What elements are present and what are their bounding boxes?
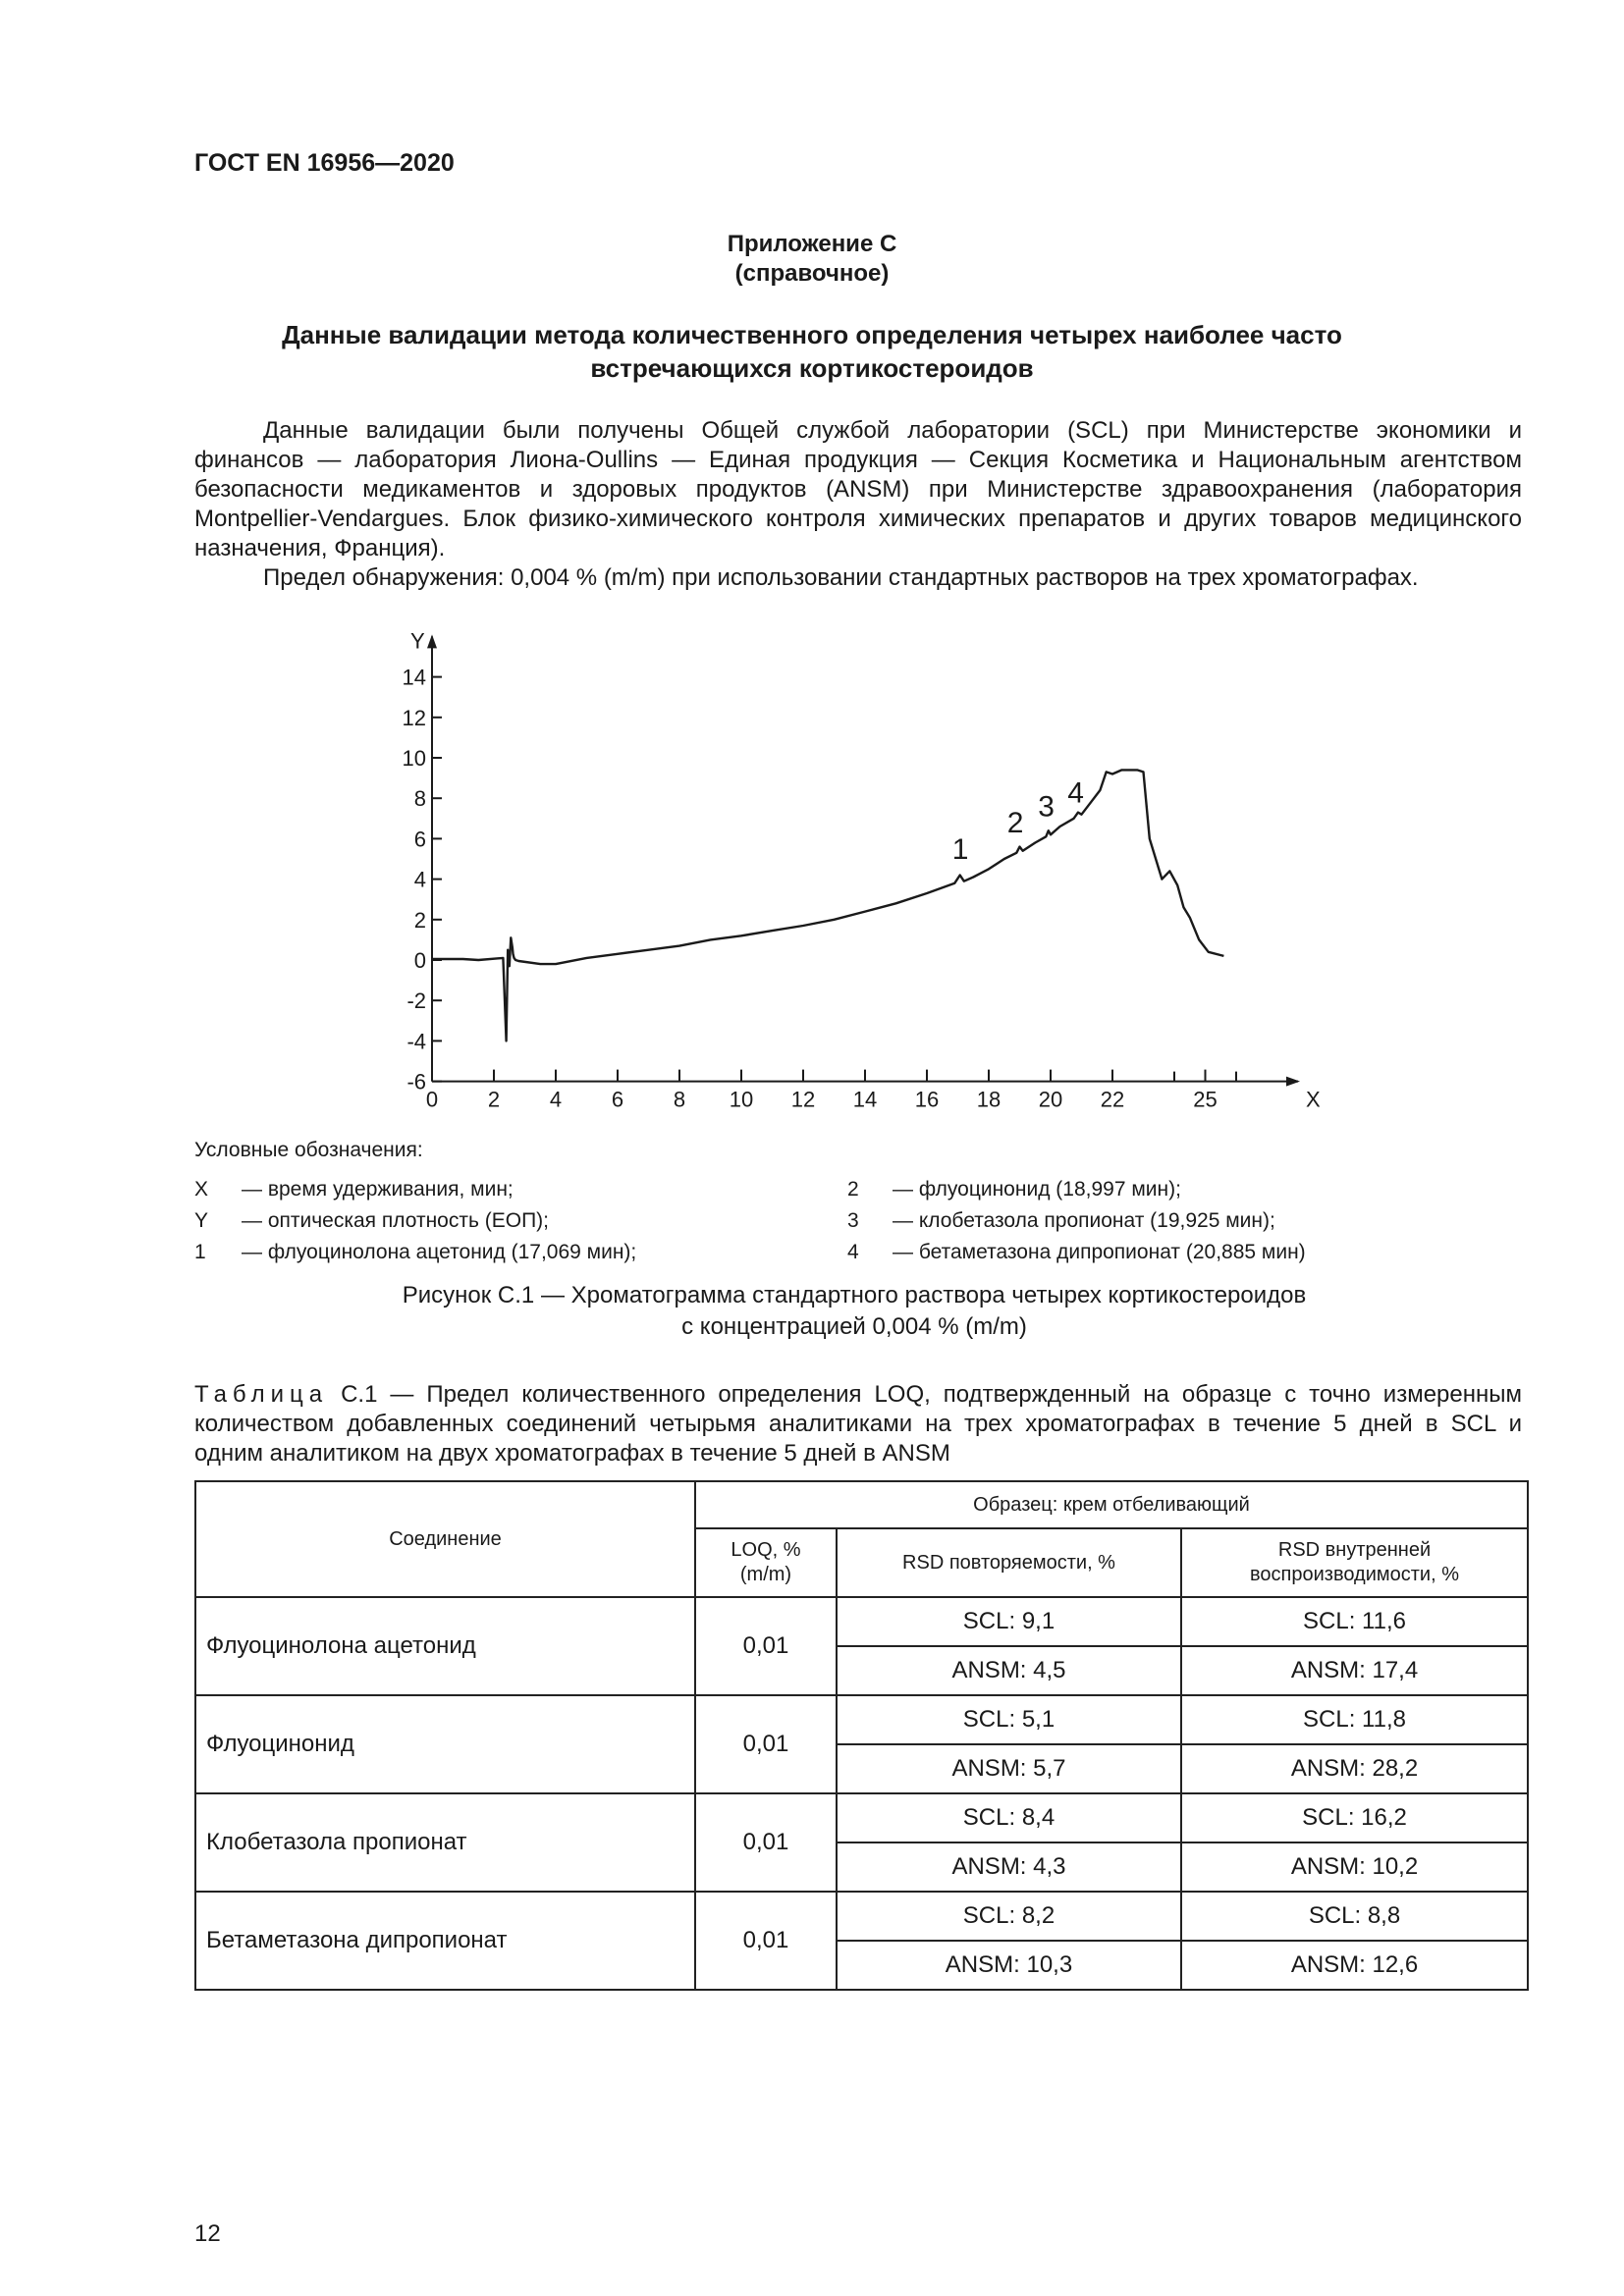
peak-label: 4 [1067, 776, 1084, 810]
sample-header: Образец: крем отбеливающий [695, 1481, 1528, 1528]
legend-key: 1 [194, 1241, 206, 1263]
reproducibility-ansm-cell: ANSM: 10,2 [1181, 1842, 1528, 1892]
reproducibility-ansm-cell: ANSM: 28,2 [1181, 1744, 1528, 1793]
y-tick-label: 2 [413, 907, 426, 933]
compound-cell: Бетаметазона дипропионат [195, 1892, 695, 1990]
y-tick-label: 6 [413, 827, 426, 852]
repeatability-ansm-cell: ANSM: 4,3 [837, 1842, 1181, 1892]
chart-axes [410, 628, 1321, 1111]
legend-item-1 [194, 1241, 784, 1270]
legend-key: 3 [847, 1209, 859, 1232]
legend-text: — бетаметазона дипропионат (20,885 мин) [893, 1241, 1306, 1263]
repeatability-scl-cell: SCL: 9,1 [837, 1597, 1181, 1646]
x-axis-label: X [1306, 1087, 1321, 1112]
x-tick-label: 10 [729, 1087, 754, 1112]
y-tick-label: 14 [402, 665, 426, 690]
table-caption-line-3: одним аналитиком на двух хроматографах в течение 5 дней в ANSM [194, 1440, 950, 1467]
compound-cell: Флуоцинолона ацетонид [195, 1597, 695, 1695]
detection-limit-paragraph: Предел обнаружения: 0,004 % (m/m) при использовании стандартных растворов на трех хроматографах. [263, 564, 1419, 591]
loq-cell: 0,01 [695, 1695, 837, 1793]
legend-text: — флуоцинонид (18,997 мин); [893, 1178, 1181, 1201]
legend-item-3 [847, 1209, 1476, 1239]
legend-key: X [194, 1178, 209, 1201]
loq-cell: 0,01 [695, 1793, 837, 1892]
repeatability-scl-cell: SCL: 5,1 [837, 1695, 1181, 1744]
col-compound-header: Соединение [195, 1481, 695, 1597]
legend-item-y [194, 1209, 784, 1239]
annex-title: Приложение C [727, 231, 897, 257]
reproducibility-scl-cell: SCL: 8,8 [1181, 1892, 1528, 1941]
y-axis-arrow [427, 634, 437, 648]
peak-label: 1 [951, 833, 969, 866]
table-row [195, 1695, 1528, 1744]
y-tick-label: -4 [406, 1029, 426, 1054]
table-row [195, 1892, 1528, 1941]
chromatogram-chart [393, 620, 1335, 1121]
x-tick-label: 2 [487, 1087, 501, 1112]
table-caption-line-2: количеством добавленных соединений четырьмя аналитиками на трех хроматографах в течение 5 дней в SCL и [194, 1411, 1522, 1437]
legend-item-4 [847, 1241, 1476, 1270]
col-reproducibility-header: RSD внутренней воспроизводимости, % [1181, 1528, 1528, 1597]
annex-type: (справочное) [734, 260, 890, 287]
loq-cell: 0,01 [695, 1892, 837, 1990]
table-caption-line-1-text: С.1 — Предел количественного определения LOQ, подтвержденный на образце с точно измеренным [328, 1381, 1522, 1408]
legend-item-2 [847, 1178, 1476, 1207]
x-tick-label: 8 [673, 1087, 686, 1112]
repeatability-scl-cell: SCL: 8,2 [837, 1892, 1181, 1941]
section-title-line-2: встречающихся кортикостероидов [590, 353, 1034, 383]
legend-key: 4 [847, 1241, 859, 1263]
repeatability-scl-cell: SCL: 8,4 [837, 1793, 1181, 1842]
intro-line-5: назначения, Франция). [194, 535, 446, 561]
y-axis-label: Y [410, 628, 425, 654]
x-tick-label: 25 [1193, 1087, 1218, 1112]
document-header: ГОСТ EN 16956—2020 [194, 149, 455, 177]
col-repeatability-header: RSD повторяемости, % [837, 1528, 1181, 1597]
chart-ticks [403, 666, 1236, 1112]
intro-line-1: Данные валидации были получены Общей службой лаборатории (SCL) при Министерстве экономики и [263, 417, 1522, 444]
y-tick-label: 0 [413, 948, 426, 973]
y-tick-label: 8 [413, 786, 426, 812]
table-caption-label: Таблица [194, 1381, 329, 1408]
x-tick-label: 16 [914, 1087, 940, 1112]
reproducibility-scl-cell: SCL: 16,2 [1181, 1793, 1528, 1842]
intro-line-2: финансов — лаборатория Лиона-Oullins — Единая продукция — Секция Косметика и Национальным агентством [194, 447, 1522, 473]
col-loq-header: LOQ, % (m/m) [695, 1528, 837, 1597]
x-tick-label: 22 [1100, 1087, 1125, 1112]
reproducibility-ansm-cell: ANSM: 17,4 [1181, 1646, 1528, 1695]
legend-text: — время удерживания, мин; [242, 1178, 514, 1201]
x-tick-label: 20 [1038, 1087, 1063, 1112]
y-tick-label: -2 [406, 988, 426, 1014]
intro-line-4: Montpellier-Vendargues. Блок физико-химического контроля химических препаратов и других товаров медицинского [194, 506, 1522, 532]
repeatability-ansm-cell: ANSM: 10,3 [837, 1941, 1181, 1990]
legend-text: — флуоцинолона ацетонид (17,069 мин); [242, 1241, 637, 1263]
chart-series [432, 770, 1223, 1041]
intro-paragraph [194, 416, 1522, 593]
section-title-line-1: Данные валидации метода количественного определения четырех наиболее часто [282, 320, 1342, 349]
chromatogram-line [432, 770, 1223, 1041]
x-tick-label: 4 [549, 1087, 563, 1112]
repeatability-ansm-cell: ANSM: 4,5 [837, 1646, 1181, 1695]
intro-line-3: безопасности медикаментов и здоровых продуктов (ANSM) при Министерстве здравоохранения (лаборатория [194, 476, 1522, 503]
legend-text: — клобетазола пропионат (19,925 мин); [893, 1209, 1275, 1232]
x-tick-label: 12 [790, 1087, 816, 1112]
loq-cell: 0,01 [695, 1597, 837, 1695]
x-tick-label: 0 [425, 1087, 439, 1112]
compound-cell: Клобетазола пропионат [195, 1793, 695, 1892]
x-axis-arrow [1286, 1077, 1300, 1087]
page-number: 12 [194, 2220, 221, 2247]
table-caption-line-1 [194, 1380, 1522, 1410]
table-row [195, 1597, 1528, 1646]
x-tick-label: 6 [611, 1087, 624, 1112]
compound-cell: Флуоцинонид [195, 1695, 695, 1793]
reproducibility-scl-cell: SCL: 11,8 [1181, 1695, 1528, 1744]
x-tick-label: 14 [852, 1087, 878, 1112]
reproducibility-scl-cell: SCL: 11,6 [1181, 1597, 1528, 1646]
peak-label: 3 [1038, 790, 1055, 824]
loq-table [194, 1480, 1529, 1991]
table-row [195, 1793, 1528, 1842]
y-tick-label: -6 [406, 1069, 426, 1095]
legend-title: Условные обозначения: [194, 1139, 423, 1161]
peak-label: 2 [1006, 807, 1024, 840]
figure-caption-line-1: Рисунок C.1 — Хроматограмма стандартного раствора четырех кортикостероидов [402, 1282, 1307, 1308]
repeatability-ansm-cell: ANSM: 5,7 [837, 1744, 1181, 1793]
legend-key: Y [194, 1209, 209, 1232]
y-tick-label: 12 [402, 705, 426, 730]
figure-caption-line-2: с концентрацией 0,004 % (m/m) [681, 1313, 1027, 1340]
reproducibility-ansm-cell: ANSM: 12,6 [1181, 1941, 1528, 1990]
legend-item-x [194, 1178, 784, 1207]
legend-key: 2 [847, 1178, 859, 1201]
legend-text: — оптическая плотность (ЕОП); [242, 1209, 550, 1232]
x-tick-label: 18 [976, 1087, 1001, 1112]
y-tick-label: 4 [413, 867, 426, 892]
y-tick-label: 10 [402, 746, 426, 771]
table-caption [194, 1380, 1522, 1468]
